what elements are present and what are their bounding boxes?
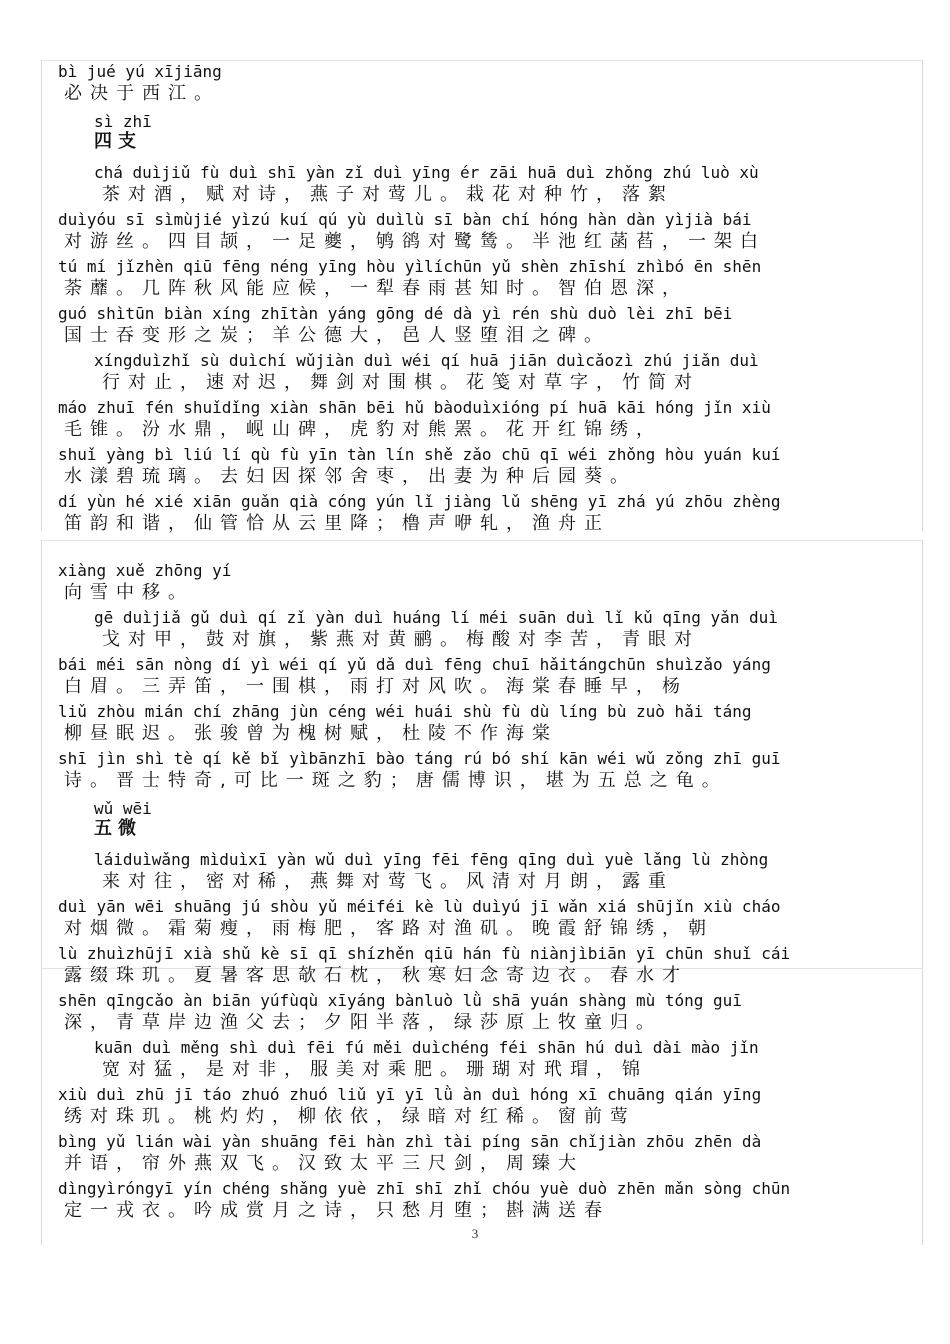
hanzi-line: 茶对酒，赋对诗，燕子对莺儿。栽花对种竹，落絮: [102, 184, 674, 205]
document-body: [58, 62, 903, 1226]
text-line: [58, 850, 903, 893]
pinyin-line: duì yān wēi shuāng jú shòu yǔ méiféi kè lù duìyú jī wǎn xiá shūjǐn xiù cháo: [58, 897, 781, 916]
hanzi-line: 对游丝。四目颉，一足夔，鸲鹆对鹭鸶。半池红菡萏，一架白: [64, 231, 766, 252]
hanzi-line: 柳昼眠迟。张骏曾为槐树赋，杜陵不作海棠: [64, 723, 558, 744]
text-line: [58, 608, 903, 651]
text-line: [58, 561, 903, 604]
text-line: [58, 492, 903, 535]
pinyin-line: bì jué yú xījiāng: [58, 62, 222, 81]
text-line: [58, 351, 903, 394]
pinyin-line: xiù duì zhū jī táo zhuó zhuó liǔ yī yī lǜ àn duì hóng xī chuāng qián yīng: [58, 1085, 762, 1104]
pinyin-line: shuǐ yàng bì liú lí qù fù yīn tàn lín shě zǎo chū qī wéi zhǒng hòu yuán kuí: [58, 445, 781, 464]
pinyin-line: dí yùn hé xié xiān guǎn qià cóng yún lǐ jiàng lǔ shēng yī zhá yú zhōu zhèng: [58, 492, 781, 511]
text-line: [58, 749, 903, 792]
pinyin-line: dìngyìróngyī yín chéng shǎng yuè zhī shī zhǐ chóu yuè duò zhēn mǎn sòng chūn: [58, 1179, 791, 1198]
pinyin-line: máo zhuī fén shuǐdǐng xiàn shān bēi hǔ bàoduìxióng pí huā kāi hóng jǐn xiù: [58, 398, 771, 417]
text-block: [58, 62, 903, 105]
text-line: [58, 163, 903, 206]
text-line: [58, 445, 903, 488]
text-block: [58, 561, 903, 792]
hanzi-line: 戈对甲，鼓对旗，紫燕对黄鹂。梅酸对李苦，青眼对: [102, 629, 700, 650]
pinyin-line: láiduìwǎng mìduìxī yàn wǔ duì yīng fēi fēng qīng duì yuè lǎng lù zhòng: [94, 850, 769, 869]
pinyin-line: shēn qīngcǎo àn biān yúfùqù xīyáng bànluò lǜ shā yuán shàng mù tóng guī: [58, 991, 742, 1010]
pinyin-line: xiàng xuě zhōng yí: [58, 561, 232, 580]
hanzi-line: 笛韵和谐，仙管恰从云里降；橹声咿轧，渔舟正: [64, 513, 610, 534]
section-title: 四支: [94, 131, 142, 152]
text-line: [58, 702, 903, 745]
pinyin-line: lù zhuìzhūjī xià shǔ kè sī qī shízhěn qiū hán fù niànjìbiān yī chūn shuǐ cái: [58, 944, 791, 963]
text-line: [58, 210, 903, 253]
hanzi-line: 国士吞变形之炭；羊公德大，邑人竖堕泪之碑。: [64, 325, 610, 346]
section-pinyin: wǔ wēi: [94, 799, 152, 818]
hanzi-line: 向雪中移。: [64, 582, 194, 603]
hanzi-line: 并语，帘外燕双飞。汉致太平三尺剑，周臻大: [64, 1153, 584, 1174]
hanzi-line: 深，青草岸边渔父去；夕阳半落，绿莎原上牧童归。: [64, 1012, 662, 1033]
pinyin-line: bái méi sān nòng dí yì wéi qí yǔ dǎ duì fēng chuī hǎitángchūn shuìzǎo yáng: [58, 655, 771, 674]
section-title: 五微: [94, 818, 142, 839]
text-line: [58, 62, 903, 105]
hanzi-line: 行对止，速对迟，舞剑对围棋。花笺对草字，竹简对: [102, 372, 700, 393]
pinyin-line: kuān duì měng shì duì fēi fú měi duìchéng féi shān hú duì dài mào jǐn: [94, 1038, 759, 1057]
hanzi-line: 诗。晋士特奇,可比一斑之豹；唐儒博识，堪为五总之龟。: [64, 770, 728, 791]
text-line: [58, 304, 903, 347]
text-block: [58, 850, 903, 1222]
text-line: [58, 655, 903, 698]
text-line: [58, 1085, 903, 1128]
hanzi-line: 毛锥。汾水鼎，岘山碑，虎豹对熊罴。花开红锦绣，: [64, 419, 662, 440]
hanzi-line: 荼蘼。几阵秋风能应候，一犁春雨甚知时。智伯恩深，: [64, 278, 688, 299]
text-line: [58, 1132, 903, 1175]
text-line: [58, 1038, 903, 1081]
hanzi-line: 露缀珠玑。夏暑客思欹石枕，秋寒妇念寄边衣。春水才: [64, 965, 688, 986]
section-pinyin: sì zhī: [94, 112, 152, 131]
hanzi-line: 水漾碧琉璃。去妇因探邻舍枣，出妻为种后园葵。: [64, 466, 636, 487]
pinyin-line: chá duìjiǔ fù duì shī yàn zǐ duì yīng ér zāi huā duì zhǒng zhú luò xù: [94, 163, 759, 182]
pinyin-line: duìyóu sī sìmùjié yìzú kuí qú yù duìlù sī bàn chí hóng hàn dàn yìjià bái: [58, 210, 752, 229]
hanzi-line: 定一戎衣。吟成赏月之诗，只愁月堕；斟满送春: [64, 1200, 610, 1221]
hanzi-line: 必决于西江。: [64, 83, 220, 104]
text-line: [58, 897, 903, 940]
pinyin-line: bìng yǔ lián wài yàn shuāng fēi hàn zhì tài píng sān chǐjiàn zhōu zhēn dà: [58, 1132, 762, 1151]
hanzi-line: 来对往，密对稀，燕舞对莺飞。风清对月朗，露重: [102, 871, 674, 892]
hanzi-line: 对烟微。霜菊瘦，雨梅肥，客路对渔矶。晚霞舒锦绣，朝: [64, 918, 714, 939]
text-line: [58, 944, 903, 987]
pinyin-line: liǔ zhòu mián chí zhāng jùn céng wéi huái shù fù dù líng bù zuò hǎi táng: [58, 702, 752, 721]
text-line: [58, 398, 903, 441]
text-line: [58, 1179, 903, 1222]
hanzi-line: 白眉。三弄笛，一围棋，雨打对风吹。海棠春睡早，杨: [64, 676, 688, 697]
page-number: 3: [471, 1226, 479, 1241]
text-block: [58, 163, 903, 535]
text-line: [58, 991, 903, 1034]
pinyin-line: tú mí jǐzhèn qiū fēng néng yīng hòu yìlíchūn yǔ shèn zhīshí zhìbó ēn shēn: [58, 257, 762, 276]
text-line: [58, 257, 903, 300]
hanzi-line: 绣对珠玑。桃灼灼，柳依依，绿暗对红稀。窗前莺: [64, 1106, 636, 1127]
pinyin-line: xíngduìzhǐ sù duìchí wǔjiàn duì wéi qí huā jiān duìcǎozì zhú jiǎn duì: [94, 351, 759, 370]
pinyin-line: gē duìjiǎ gǔ duì qí zǐ yàn duì huáng lí méi suān duì lǐ kǔ qīng yǎn duì: [94, 608, 778, 627]
pinyin-line: shī jìn shì tè qí kě bǐ yìbānzhī bào táng rú bó shí kān wéi wǔ zǒng zhī guī: [58, 749, 781, 768]
pinyin-line: guó shìtūn biàn xíng zhītàn yáng gōng dé dà yì rén shù duò lèi zhī bēi: [58, 304, 733, 323]
section-heading-wu-wei: [94, 800, 903, 840]
section-heading-si-zhi: [94, 113, 903, 153]
hanzi-line: 宽对猛，是对非，服美对乘肥。珊瑚对玳瑁，锦: [102, 1059, 648, 1080]
